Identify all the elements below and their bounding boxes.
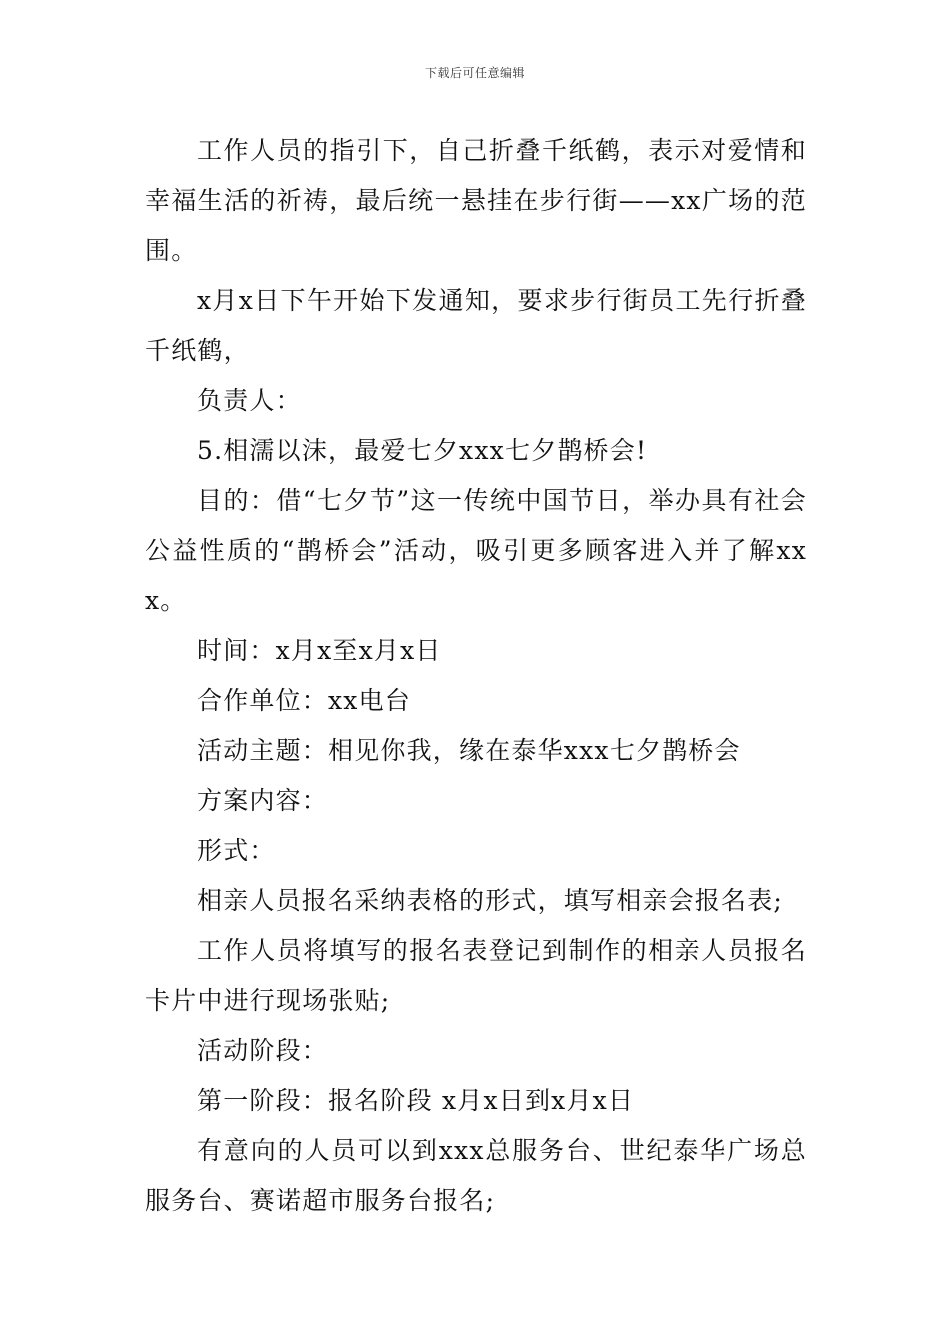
paragraph-time: 时间：x月x至x月x日 <box>197 636 442 665</box>
page-header-note: 下载后可任意编辑 <box>424 66 525 80</box>
paragraph-theme: 活动主题：相见你我，缘在泰华xxx七夕鹊桥会 <box>197 736 741 765</box>
paragraph-stage-one: 第一阶段：报名阶段 x月x日到x月x日 <box>197 1086 635 1115</box>
paragraph-purpose: 目的：借“七夕节”这一传统中国节日，举办具有社会公益性质的“鹊桥会”活动，吸引更多顾客进入并了解xxx。 <box>145 486 807 615</box>
paragraph-partner: 合作单位：xx电台 <box>197 686 411 715</box>
paragraph-section-title: 5.相濡以沫，最爱七夕xxx七夕鹊桥会! <box>197 436 648 465</box>
paragraph-activity-stages: 活动阶段： <box>197 1036 329 1065</box>
paragraph-folding-cranes: 工作人员的指引下，自己折叠千纸鹤，表示对爱情和幸福生活的祈祷，最后统一悬挂在步行街——xx广场的范围。 <box>145 136 807 265</box>
paragraph-card-posting: 工作人员将填写的报名表登记到制作的相亲人员报名卡片中进行现场张贴; <box>145 936 807 1015</box>
paragraph-plan-content: 方案内容： <box>197 786 329 815</box>
paragraph-registration-form: 相亲人员报名采纳表格的形式，填写相亲会报名表; <box>197 886 784 915</box>
paragraph-format: 形式： <box>197 836 276 865</box>
paragraph-registration-desks: 有意向的人员可以到xxx总服务台、世纪泰华广场总服务台、赛诺超市服务台报名; <box>145 1136 807 1215</box>
document-body <box>145 126 807 1226</box>
paragraph-notice: x月x日下午开始下发通知，要求步行街员工先行折叠千纸鹤， <box>145 286 807 365</box>
paragraph-responsible-person: 负责人： <box>197 386 302 415</box>
